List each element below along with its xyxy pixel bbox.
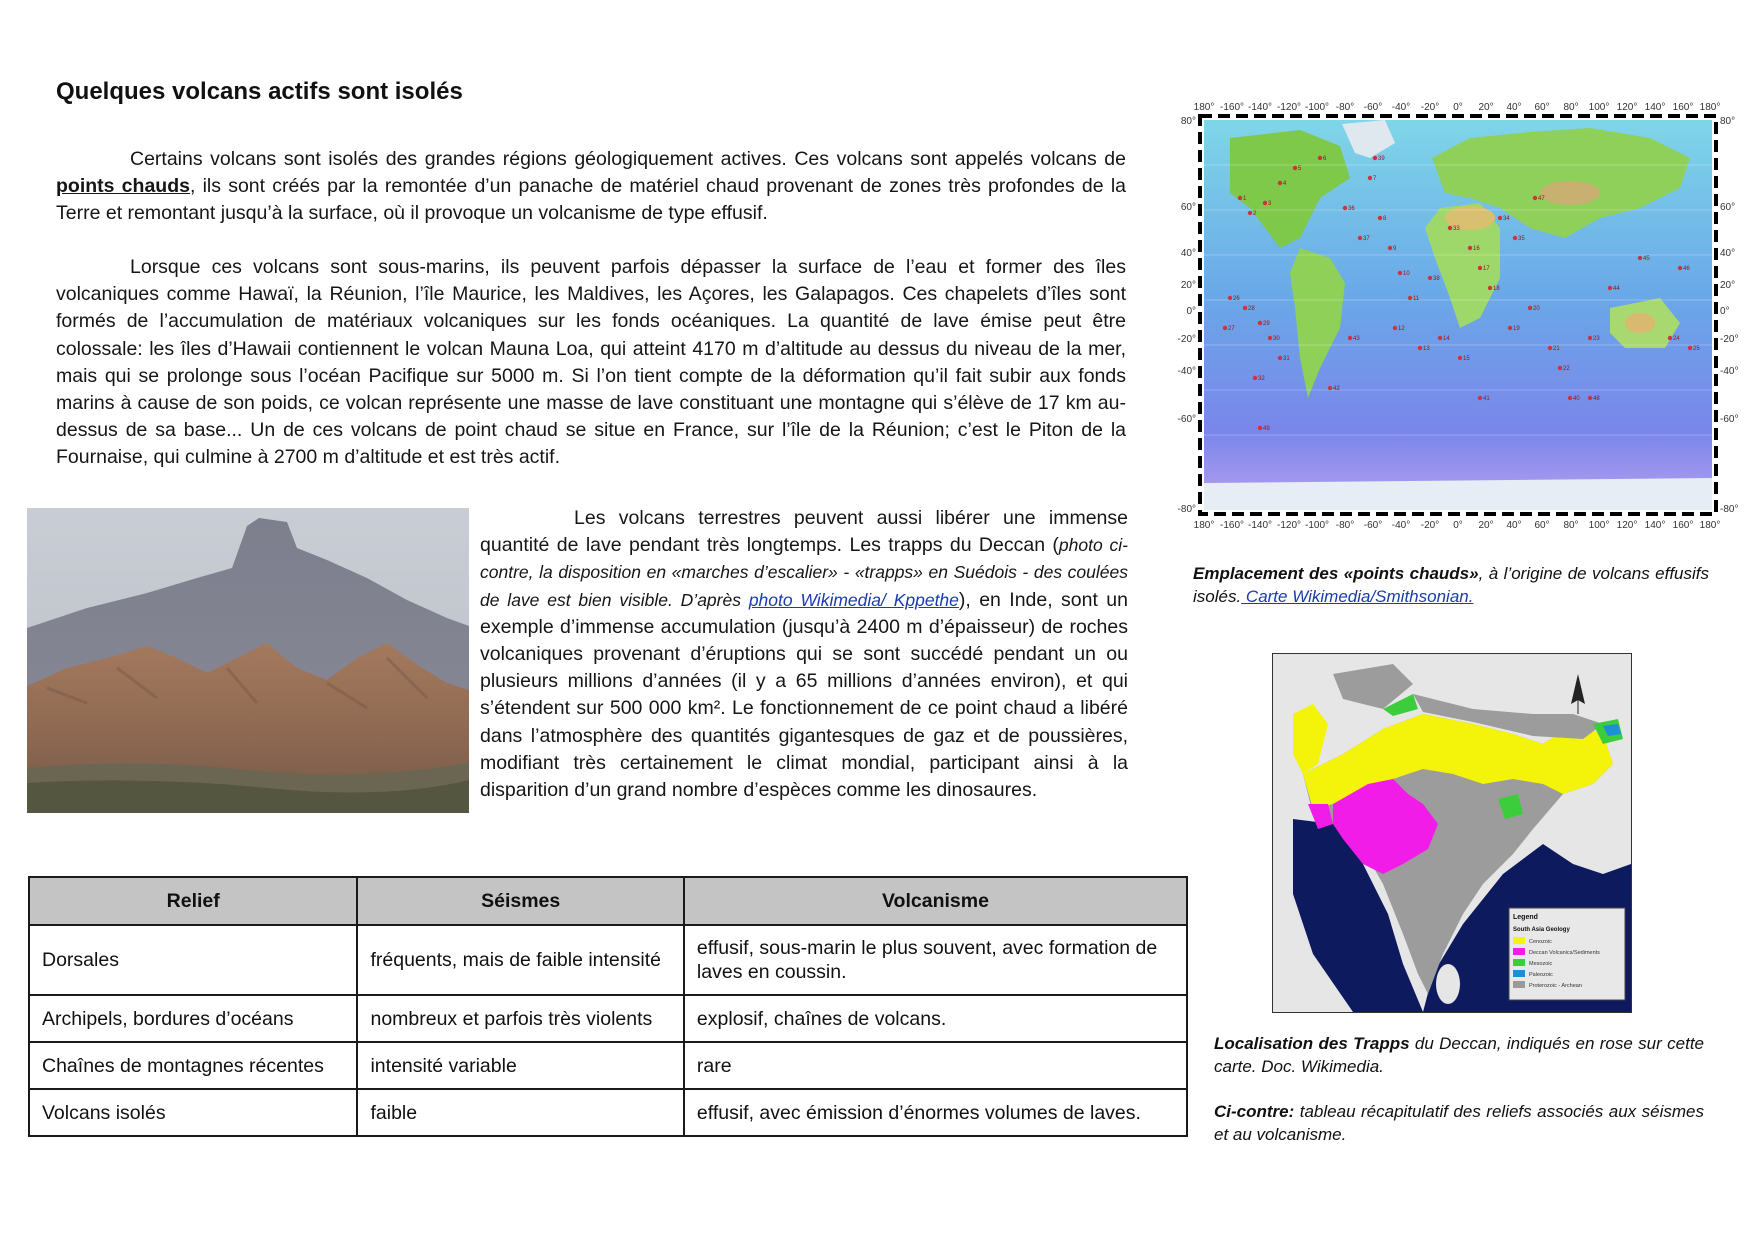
hotspot-label: 13: [1423, 346, 1430, 352]
para3-italic: photo ci-contre, la disposition en «marches d’escalier» - «trapps» en Suédois - des coulées de lave est bien visible. D’après: [480, 535, 1128, 610]
cell-volcanisme: effusif, avec émission d’énormes volumes de laves.: [684, 1089, 1187, 1136]
lon-label: -100°: [1304, 102, 1330, 113]
legend-subtitle: South Asia Geology: [1513, 927, 1570, 933]
hotspot-label: 27: [1228, 326, 1235, 332]
lon-label: 180°: [1193, 520, 1215, 531]
hotspot-label: 39: [1378, 156, 1385, 162]
lat-label: -80°: [1720, 504, 1739, 515]
hotspot-label: 14: [1443, 336, 1450, 342]
lon-label: 120°: [1616, 102, 1638, 113]
cell-relief: Dorsales: [29, 925, 357, 995]
lon-label: 160°: [1672, 102, 1694, 113]
lon-label: 80°: [1563, 102, 1579, 113]
para1-text-before: Certains volcans sont isolés des grandes régions géologiquement actives. Ces volcans sont appelés volcans de: [130, 148, 1126, 170]
lon-label: -100°: [1304, 520, 1330, 531]
lon-label: -60°: [1363, 102, 1383, 113]
lat-label: 0°: [1186, 306, 1196, 317]
india-caption-bold: Localisation des Trapps: [1214, 1034, 1410, 1053]
india-geology-map: [1272, 653, 1632, 1013]
lat-label: 20°: [1180, 280, 1196, 291]
lon-label: 0°: [1453, 520, 1463, 531]
lon-label: 80°: [1563, 520, 1579, 531]
india-map-caption: [1214, 1032, 1704, 1078]
lon-label: -160°: [1219, 102, 1245, 113]
header-relief: Relief: [29, 877, 357, 925]
table-row: [29, 925, 1187, 995]
legend-swatch: [1513, 948, 1525, 955]
lon-label: 40°: [1506, 102, 1522, 113]
paragraph-points-chauds: [56, 146, 1126, 228]
hotspot-label: 44: [1613, 286, 1620, 292]
lon-label: 0°: [1453, 102, 1463, 113]
lat-label: -80°: [1177, 504, 1196, 515]
para2-text: Lorsque ces volcans sont sous-marins, ils peuvent parfois dépasser la surface de l’eau et former des îles volcaniques comme Hawaï, la Réunion, l’île Maurice, les Maldives, les Açores, les Galapagos. Ces chapelets d’îles sont formés de l’accumulation de matériaux volcaniques sur les fonds océaniques. La quantité de lave émise peut être colossale: les îles d’Hawaii contiennent le volcan Mauna Loa, qui atteint 4170 m d’altitude au dessus du niveau de la mer, mais qui se prolonge sous l’océan Pacifique sur 5000 m. Si l’on tient compte de la déformation qu’il fait subir aux fonds marins à cause de son poids, ce volcan représente une masse de lave constituant une montagne qui s’élève de 17 km au-dessus de sa base... Un de ces volcans de point chaud se situe en France, sur l’île de la Réunion; c’est le Piton de la Fournaise, qui culmine à 2700 m d’altitude et est très actif.: [56, 256, 1126, 469]
paragraph-trapps-deccan: [480, 505, 1128, 804]
table-caption-bold: Ci-contre:: [1214, 1102, 1295, 1121]
hotspot-label: 31: [1283, 356, 1290, 362]
lat-label: 80°: [1720, 116, 1736, 127]
cell-relief: Chaînes de montagnes récentes: [29, 1042, 357, 1089]
paragraph-iles-volcaniques: [56, 254, 1126, 472]
lon-label: -20°: [1420, 102, 1440, 113]
legend-item: Paleozoic: [1529, 972, 1553, 978]
hotspot-label: 23: [1593, 336, 1600, 342]
lat-label: -60°: [1720, 414, 1739, 425]
hotspot-label: 6: [1323, 156, 1327, 162]
hotspot-label: 20: [1533, 306, 1540, 312]
lon-label: 180°: [1699, 520, 1721, 531]
world-caption-text: , à l’origine de volcans effusifs isolés.: [1193, 564, 1709, 606]
hotspot-label: 25: [1693, 346, 1700, 352]
lat-label: 20°: [1720, 280, 1736, 291]
hotspot-label: 5: [1298, 166, 1302, 172]
hotspot-label: 12: [1398, 326, 1405, 332]
cell-seismes: fréquents, mais de faible intensité: [357, 925, 683, 995]
hotspot-label: 21: [1553, 346, 1560, 352]
lon-label: 60°: [1534, 102, 1550, 113]
lon-label: -140°: [1247, 102, 1273, 113]
legend-item: Proterozoic - Archean: [1529, 983, 1582, 989]
hotspot-label: 46: [1683, 266, 1690, 272]
legend-swatch: [1513, 970, 1525, 977]
legend-item: Cenozoic: [1529, 939, 1552, 945]
cell-relief: Archipels, bordures d’océans: [29, 995, 357, 1042]
hotspot-label: 4: [1283, 181, 1287, 187]
hotspot-label: 15: [1463, 356, 1470, 362]
lon-label: -80°: [1335, 102, 1355, 113]
relief-summary-table: [28, 876, 1188, 1137]
lon-label: 180°: [1193, 102, 1215, 113]
world-map-caption: [1193, 562, 1709, 608]
hotspot-label: 32: [1258, 376, 1265, 382]
hotspot-label: 29: [1263, 321, 1270, 327]
lat-label: 40°: [1180, 248, 1196, 259]
cell-volcanisme: rare: [684, 1042, 1187, 1089]
hotspot-label: 19: [1513, 326, 1520, 332]
table-header-row: [29, 877, 1187, 925]
hotspot-label: 17: [1483, 266, 1490, 272]
hotspot-label: 36: [1348, 206, 1355, 212]
lat-label: -40°: [1177, 366, 1196, 377]
hotspot-label: 18: [1493, 286, 1500, 292]
hotspot-label: 45: [1643, 256, 1650, 262]
lat-label: -20°: [1720, 334, 1739, 345]
para3-text-start: Les volcans terrestres peuvent aussi libérer une immense quantité de lave pendant très longtemps. Les trapps du Deccan (: [480, 507, 1128, 557]
legend-swatch: [1513, 959, 1525, 966]
photo-wikimedia-link[interactable]: photo Wikimedia/ Kppethe: [748, 589, 959, 610]
hotspot-label: 9: [1393, 246, 1397, 252]
lon-label: -140°: [1247, 520, 1273, 531]
hotspot-label: 3: [1268, 201, 1272, 207]
lat-label: -40°: [1720, 366, 1739, 377]
hotspot-label: 8: [1383, 216, 1387, 222]
hotspot-label: 38: [1433, 276, 1440, 282]
table-caption-text: tableau récapitulatif des reliefs associés aux séismes et au volcanisme.: [1214, 1102, 1704, 1144]
cell-volcanisme: explosif, chaînes de volcans.: [684, 995, 1187, 1042]
lat-label: 40°: [1720, 248, 1736, 259]
hotspot-label: 7: [1373, 176, 1377, 182]
lat-label: 60°: [1720, 202, 1736, 213]
deccan-traps-photo: [27, 508, 469, 813]
lon-label: 120°: [1616, 520, 1638, 531]
hotspot-label: 16: [1473, 246, 1480, 252]
smithsonian-link[interactable]: Carte Wikimedia/Smithsonian.: [1241, 587, 1474, 606]
legend-item: Deccan Volcanics/Sediments: [1529, 950, 1600, 956]
hotspot-label: 41: [1483, 396, 1490, 402]
cell-seismes: faible: [357, 1089, 683, 1136]
legend-swatch: [1513, 981, 1525, 988]
table-row: [29, 1089, 1187, 1136]
legend-title: Legend: [1513, 914, 1538, 921]
hotspot-label: 28: [1248, 306, 1255, 312]
lon-label: 20°: [1478, 102, 1494, 113]
lon-label: -120°: [1276, 102, 1302, 113]
world-caption-bold: Emplacement des «points chauds»: [1193, 564, 1479, 583]
lon-label: 140°: [1644, 102, 1666, 113]
india-caption-text: du Deccan, indiqués en rose sur cette carte. Doc. Wikimedia.: [1214, 1034, 1704, 1076]
lon-label: -60°: [1363, 520, 1383, 531]
lon-label: -20°: [1420, 520, 1440, 531]
lat-label: 80°: [1180, 116, 1196, 127]
legend-swatch: [1513, 937, 1525, 944]
lat-label: -20°: [1177, 334, 1196, 345]
hotspot-label: 37: [1363, 236, 1370, 242]
hotspot-label: 48: [1593, 396, 1600, 402]
para3-text-end: ), en Inde, sont un exemple d’immense accumulation (jusqu’à 2400 m d’épaisseur) de roches volcaniques provenant d’éruptions qui se sont succédé pendant un ou plusieurs millions d’années (il y a 65 millions d’années environ), et qui s’étendent sur 500 000 km². Le fonctionnement de ce point chaud a libéré dans l’atmosphère des quantités gigantesques de gaz et de poussières, modifiant très certainement le climat mondial, participant ainsi à la disparition d’un grand nombre d’espèces comme les dinosaures.: [480, 588, 1128, 802]
points-chauds-term: points chauds: [56, 175, 190, 198]
table-row: [29, 1042, 1187, 1089]
hotspot-label: 33: [1453, 226, 1460, 232]
hotspot-label: 10: [1403, 271, 1410, 277]
lat-label: 60°: [1180, 202, 1196, 213]
hotspot-label: 34: [1503, 216, 1510, 222]
hotspot-label: 49: [1263, 426, 1270, 432]
hotspot-label: 30: [1273, 336, 1280, 342]
lon-label: 100°: [1588, 520, 1610, 531]
lon-label: 60°: [1534, 520, 1550, 531]
lon-label: 140°: [1644, 520, 1666, 531]
lon-label: 160°: [1672, 520, 1694, 531]
cell-seismes: nombreux et parfois très violents: [357, 995, 683, 1042]
lon-label: 100°: [1588, 102, 1610, 113]
legend-item: Mesozoic: [1529, 961, 1553, 967]
lon-label: -40°: [1391, 102, 1411, 113]
para1-text-after: , ils sont créés par la remontée d’un panache de matériel chaud provenant de zones très profondes de la Terre et remontant jusqu’à la surface, où il provoque un volcanisme de type effusif.: [56, 175, 1126, 225]
lon-label: -120°: [1276, 520, 1302, 531]
lon-label: -40°: [1391, 520, 1411, 531]
hotspot-label: 40: [1573, 396, 1580, 402]
world-hotspot-map: [1170, 98, 1746, 534]
cell-volcanisme: effusif, sous-marin le plus souvent, avec formation de laves en coussin.: [684, 925, 1187, 995]
hotspot-label: 47: [1538, 196, 1545, 202]
table-caption: [1214, 1100, 1704, 1146]
cell-seismes: intensité variable: [357, 1042, 683, 1089]
hotspot-label: 2: [1253, 211, 1257, 217]
table-row: [29, 995, 1187, 1042]
lon-label: -160°: [1219, 520, 1245, 531]
hotspot-label: 35: [1518, 236, 1525, 242]
lon-label: -80°: [1335, 520, 1355, 531]
lat-label: 0°: [1720, 306, 1730, 317]
hotspot-label: 43: [1353, 336, 1360, 342]
page-title: Quelques volcans actifs sont isolés: [56, 78, 463, 105]
lat-label: -60°: [1177, 414, 1196, 425]
hotspot-label: 42: [1333, 386, 1340, 392]
hotspot-label: 24: [1673, 336, 1680, 342]
hotspot-label: 26: [1233, 296, 1240, 302]
cell-relief: Volcans isolés: [29, 1089, 357, 1136]
hotspot-label: 11: [1413, 296, 1420, 302]
hotspot-label: 1: [1243, 196, 1247, 202]
lon-label: 40°: [1506, 520, 1522, 531]
header-volcanisme: Volcanisme: [684, 877, 1187, 925]
lon-label: 180°: [1699, 102, 1721, 113]
header-seismes: Séismes: [357, 877, 683, 925]
lon-label: 20°: [1478, 520, 1494, 531]
hotspot-label: 22: [1563, 366, 1570, 372]
